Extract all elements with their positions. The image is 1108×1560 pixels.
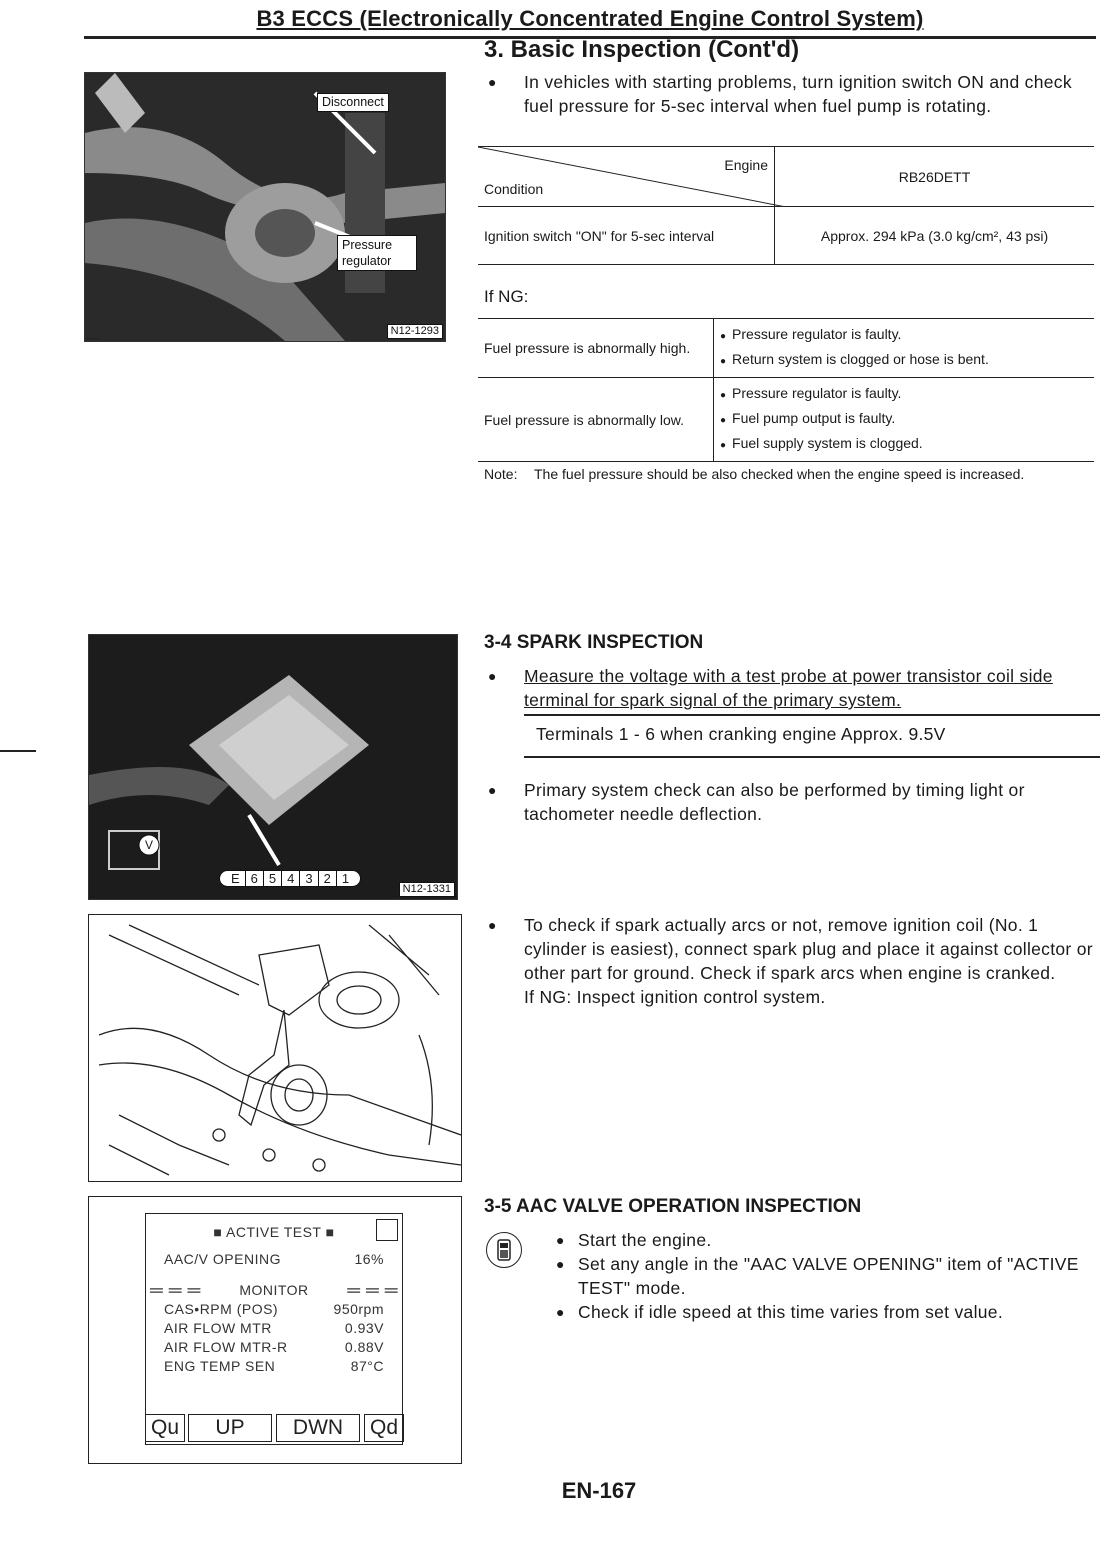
disconnect-label: Disconnect — [317, 93, 389, 112]
cause-item: Return system is clogged or hose is bent. — [732, 351, 989, 367]
cause-item: Pressure regulator is faulty. — [732, 326, 902, 342]
fuel-pressure-photo — [84, 72, 446, 342]
spark-ng-text: If NG: Inspect ignition control system. — [524, 987, 826, 1007]
step-text: Set any angle in the "AAC VALVE OPENING" item of "ACTIVE TEST" mode. — [578, 1254, 1079, 1298]
bullet-icon: ● — [720, 440, 727, 451]
up-button[interactable]: UP — [188, 1414, 272, 1442]
condition-cell: Ignition switch "ON" for 5-sec interval — [478, 207, 775, 265]
connector-pin: 3 — [300, 871, 318, 886]
aac-label: AAC/V OPENING — [164, 1251, 281, 1267]
condition-header: Condition — [484, 181, 544, 197]
consult-tool-icon — [486, 1232, 522, 1268]
ignition-coil-figure — [88, 914, 462, 1182]
active-test-title: ACTIVE TEST — [226, 1224, 322, 1240]
table-row — [478, 319, 1094, 378]
bullet-icon: ● — [556, 1304, 565, 1320]
note — [484, 464, 1096, 484]
margin-tick — [0, 750, 36, 752]
power-transistor-photo — [88, 634, 458, 900]
bullet-icon: ● — [720, 331, 727, 342]
ng-causes-high — [714, 319, 1095, 378]
connector-pin: 1 — [341, 871, 350, 886]
terminals-spec: Terminals 1 - 6 when cranking engine Approx. 9.5V — [524, 714, 1100, 758]
step-text: Start the engine. — [578, 1230, 712, 1250]
engine-model-header: RB26DETT — [775, 147, 1095, 207]
table-row — [146, 1319, 402, 1338]
monitor-value: 950rpm — [333, 1301, 384, 1317]
list-item — [536, 1228, 1102, 1252]
monitor-value: 0.93V — [344, 1320, 384, 1336]
table-corner-cell — [478, 147, 775, 207]
connector-pin: E — [226, 871, 246, 886]
page-header — [84, 4, 1096, 39]
bullet-icon: ● — [488, 782, 497, 798]
fuel-pressure-ng-table — [478, 318, 1094, 462]
aac-inspection-title: 3-5 AAC VALVE OPERATION INSPECTION — [484, 1196, 862, 1217]
table-row — [146, 1300, 402, 1319]
bullet-icon: ● — [488, 668, 497, 684]
table-row — [146, 1338, 402, 1357]
ng-condition-low: Fuel pressure is abnormally low. — [478, 378, 714, 462]
ng-condition-high: Fuel pressure is abnormally high. — [478, 319, 714, 378]
bullet-icon: ● — [556, 1256, 565, 1272]
connector-pin: 5 — [264, 871, 282, 886]
monitor-label: MONITOR — [239, 1282, 309, 1298]
cause-item: Fuel supply system is clogged. — [732, 435, 923, 451]
if-ng-label: If NG: — [484, 287, 529, 306]
square-icon: ■ — [213, 1224, 223, 1240]
list-item — [536, 1252, 1102, 1300]
cause-item: Pressure regulator is faulty. — [732, 385, 902, 401]
bullet-text: Measure the voltage with a test probe at power transistor coil side terminal for spark signal of the primary system. — [524, 666, 1053, 710]
table-row — [478, 378, 1094, 462]
connector-pin: 4 — [282, 871, 300, 886]
table-row — [146, 1357, 402, 1376]
square-icon: ■ — [325, 1224, 335, 1240]
bullet-icon: ● — [488, 74, 497, 90]
connector-diagram — [219, 870, 361, 887]
bullet-icon: ● — [556, 1232, 565, 1248]
spark-check-text: To check if spark actually arcs or not, remove ignition coil (No. 1 cylinder is easiest), connect spark plug and place it against collector or other part for ground. Check if spark arcs when engine is cranked. — [524, 915, 1093, 983]
connector-pin: 2 — [319, 871, 337, 886]
figure-number: N12-1293 — [387, 324, 443, 339]
monitor-label: AIR FLOW MTR-R — [164, 1339, 288, 1355]
pressure-regulator-label: Pressure regulator — [337, 235, 417, 271]
note-label: Note: — [484, 466, 518, 482]
bullet-icon: ● — [720, 356, 727, 367]
fuel-pressure-instruction — [482, 70, 1102, 118]
aac-steps — [536, 1228, 1102, 1324]
checkbox-icon[interactable] — [376, 1219, 398, 1241]
diagonal-divider — [478, 147, 786, 207]
note-text: The fuel pressure should be also checked when the engine speed is increased. — [534, 466, 1025, 482]
cause-item: Fuel pump output is faulty. — [732, 410, 896, 426]
bullet-text: In vehicles with starting problems, turn ignition switch ON and check fuel pressure for 5-sec interval when fuel pump is rotating. — [524, 72, 1072, 116]
margin-tick — [86, 338, 100, 339]
bullet-text — [524, 913, 1102, 1009]
spark-inspection-title: 3-4 SPARK INSPECTION — [484, 632, 704, 653]
step-text: Check if idle speed at this time varies from set value. — [578, 1302, 1004, 1322]
engine-header: Engine — [724, 157, 768, 173]
engine-photo-illustration — [85, 73, 445, 341]
list-item — [536, 1300, 1102, 1324]
qd-button[interactable]: Qd — [364, 1414, 404, 1442]
qu-button[interactable]: Qu — [145, 1414, 185, 1442]
ng-causes-low — [714, 378, 1095, 462]
bullet-icon: ● — [720, 390, 727, 401]
down-button[interactable]: DWN — [276, 1414, 360, 1442]
page-number: EN-167 — [561, 1478, 637, 1503]
section-title: 3. Basic Inspection (Cont'd) — [484, 36, 800, 63]
monitor-label: ENG TEMP SEN — [164, 1358, 276, 1374]
page-header-title: B3 ECCS (Electronically Concentrated Engine Control System) — [256, 6, 924, 31]
spark-bullet-2 — [482, 778, 1102, 826]
aac-value: 16% — [354, 1251, 384, 1267]
consult-device-icon — [487, 1233, 521, 1267]
active-test-header — [146, 1222, 402, 1242]
monitor-value: 0.88V — [344, 1339, 384, 1355]
monitor-divider: ═ ═ ═ MONITOR ═ ═ ═ — [150, 1280, 398, 1300]
figure-number: N12-1331 — [399, 882, 455, 897]
consult-screen — [145, 1213, 403, 1445]
ignition-coil-line-drawing — [89, 915, 461, 1181]
spark-bullet-3 — [482, 913, 1102, 1009]
bullet-text: Primary system check can also be performed by timing light or tachometer needle deflection. — [524, 780, 1025, 824]
voltmeter-icon: V — [144, 838, 153, 852]
power-transistor-illustration — [89, 635, 457, 899]
bullet-icon: ● — [488, 917, 497, 933]
bullet-icon: ● — [720, 415, 727, 426]
fuel-pressure-spec-table — [478, 146, 1094, 265]
monitor-label: CAS•RPM (POS) — [164, 1301, 279, 1317]
pressure-value-cell: Approx. 294 kPa (3.0 kg/cm², 43 psi) — [775, 207, 1095, 265]
spark-bullet-1 — [482, 664, 1102, 712]
connector-pin: 6 — [246, 871, 264, 886]
aac-opening-row — [146, 1250, 402, 1269]
monitor-value: 87°C — [350, 1358, 384, 1374]
monitor-label: AIR FLOW MTR — [164, 1320, 272, 1336]
